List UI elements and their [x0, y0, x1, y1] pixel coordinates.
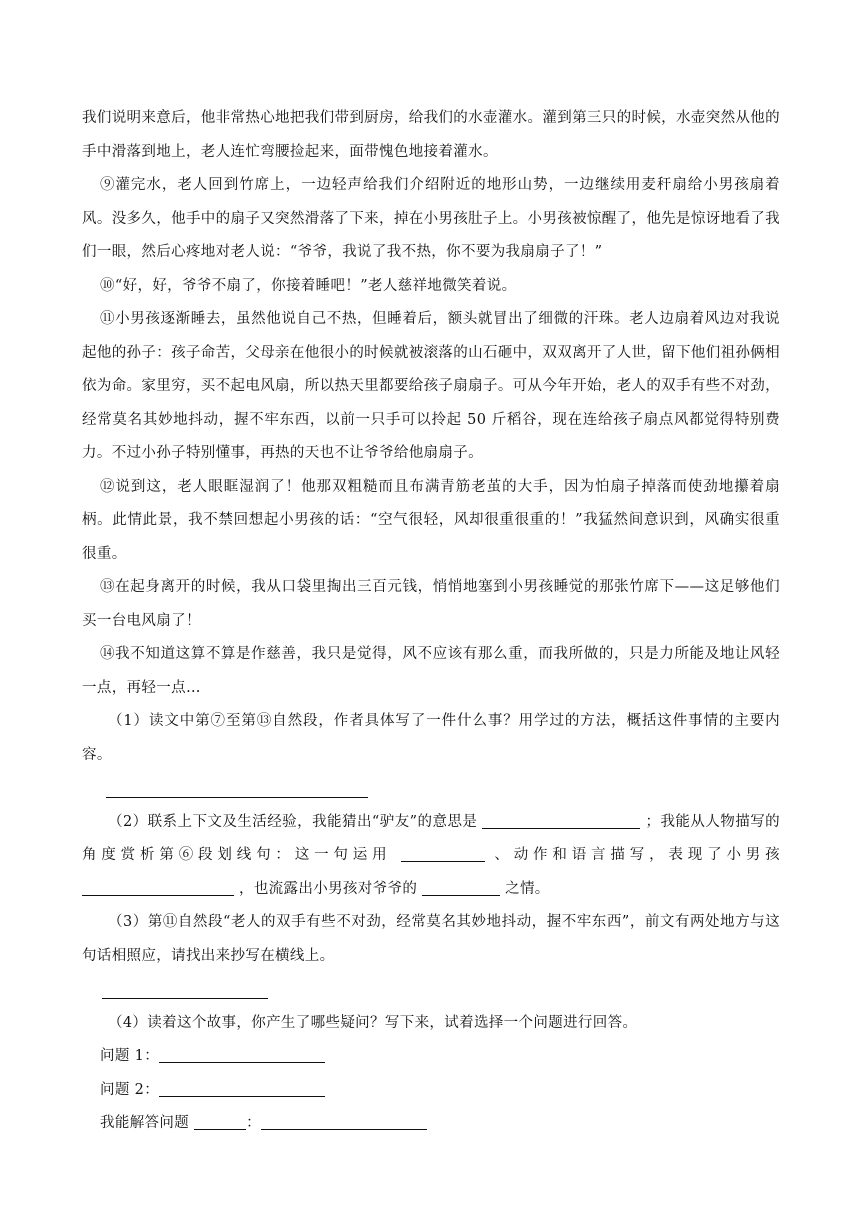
blank-meaning[interactable]	[482, 812, 640, 829]
question-4-issue-2	[82, 1074, 780, 1108]
question-4: （4）读着这个故事，你产生了哪些疑问？写下来，试着选择一个问题进行回答。	[108, 1014, 638, 1031]
paragraph-9: ⑨灌完水，老人回到竹席上，一边轻声给我们介绍附近的地形山势，一边继续用麦秆扇给小男孩扇着风。没多久，他手中的扇子又突然滑落了下来，掉在小男孩肚子上。小男孩被惊醒了，他先是惊讶地看了我们一眼，然后心疼地对老人说：“爷爷，我说了我不热，你不要为我扇扇子了！”	[82, 177, 780, 260]
blank-boy[interactable]	[82, 879, 234, 896]
answer-colon: ：	[246, 1115, 261, 1131]
answer-number-blank[interactable]	[194, 1113, 246, 1130]
paragraph-12: ⑫说到这，老人眼眶湿润了！他那双粗糙而且布满青筋老茧的大手，因为怕扇子掉落而使劲地攥着扇柄。此情此景，我不禁回想起小男孩的话：“空气很轻，风却很重很重的！”我猛然间意识到，风确实很重很重。	[82, 478, 780, 562]
question-3: （3）第⑪自然段“老人的双手有些不对劲，经常莫名其妙地抖动，握不牢东西”，前文有两处地方与这句话相照应，请找出来抄写在横线上。	[82, 914, 780, 964]
question-2-part-e: 之情。	[505, 880, 550, 897]
question-1: （1）读文中第⑦至第⑬自然段，作者具体写了一件什么事？用学过的方法，概括这件事情的主要内容。	[82, 713, 780, 763]
blank-feeling[interactable]	[422, 879, 500, 896]
paragraph-continued: 我们说明来意后，他非常热心地把我们带到厨房，给我们的水壶灌水。灌到第三只的时候，水壶突然从他的手中滑落到地上，老人连忙弯腰捡起来，面带愧色地接着灌水。	[82, 110, 780, 160]
question-2	[82, 806, 780, 907]
question-2-part-c: 、动作和语言描写，表现了小男孩	[494, 847, 780, 863]
answer-blank[interactable]	[102, 982, 268, 999]
issue-1-label: 问题 1：	[100, 1048, 160, 1064]
answer-line-1[interactable]	[82, 772, 780, 806]
paragraph-13: ⑬在起身离开的时候，我从口袋里掏出三百元钱，悄悄地塞到小男孩睡觉的那张竹席下——这足够他们买一台电风扇了！	[82, 579, 780, 629]
answer-blank[interactable]	[106, 781, 368, 798]
question-2-part-d: ，也流露出小男孩对爷爷的	[238, 880, 418, 897]
issue-1-blank[interactable]	[159, 1046, 325, 1063]
question-4-issue-1	[82, 1040, 780, 1074]
question-2-part-b: ；我能从人物描写的角度赏析第⑥段划线句：这一句运用	[82, 813, 780, 863]
answer-text-blank[interactable]	[261, 1113, 427, 1130]
issue-2-label: 问题 2：	[100, 1081, 160, 1098]
answer-line-3[interactable]	[82, 973, 780, 1007]
issue-2-blank[interactable]	[159, 1080, 325, 1097]
answer-label: 我能解答问题	[100, 1115, 190, 1131]
question-4-answer	[82, 1107, 780, 1141]
question-2-part-a: （2）联系上下文及生活经验，我能猜出“驴友”的意思是	[108, 813, 478, 830]
paragraph-10: ⑩“好，好，爷爷不扇了，你接着睡吧！”老人慈祥地微笑着说。	[100, 277, 517, 294]
passage	[82, 102, 780, 1141]
paragraph-11: ⑪小男孩逐渐睡去，虽然他说自己不热，但睡着后，额头就冒出了细微的汗珠。老人边扇着风边对我说起他的孙子：孩子命苦，父母亲在他很小的时候就被滚落的山石砸中，双双离开了人世，留下他们祖孙俩相依为命。家里穷，买不起电风扇，所以热天里都要给孩子扇扇子。可从今年开始，老人的双手有些不对劲，经常莫名其妙地抖动，握不牢东西，以前一只手可以拎起 50 斤稻谷，现在连给孩子扇点风都觉得特别费力。不过小孙子特别懂事，再热的天也不让爷爷给他扇扇子。	[82, 311, 780, 461]
blank-method[interactable]	[401, 845, 485, 862]
paragraph-14: ⑭我不知道这算不算是作慈善，我只是觉得，风不应该有那么重，而我所做的，只是力所能及地让风轻一点，再轻一点…	[82, 646, 780, 696]
